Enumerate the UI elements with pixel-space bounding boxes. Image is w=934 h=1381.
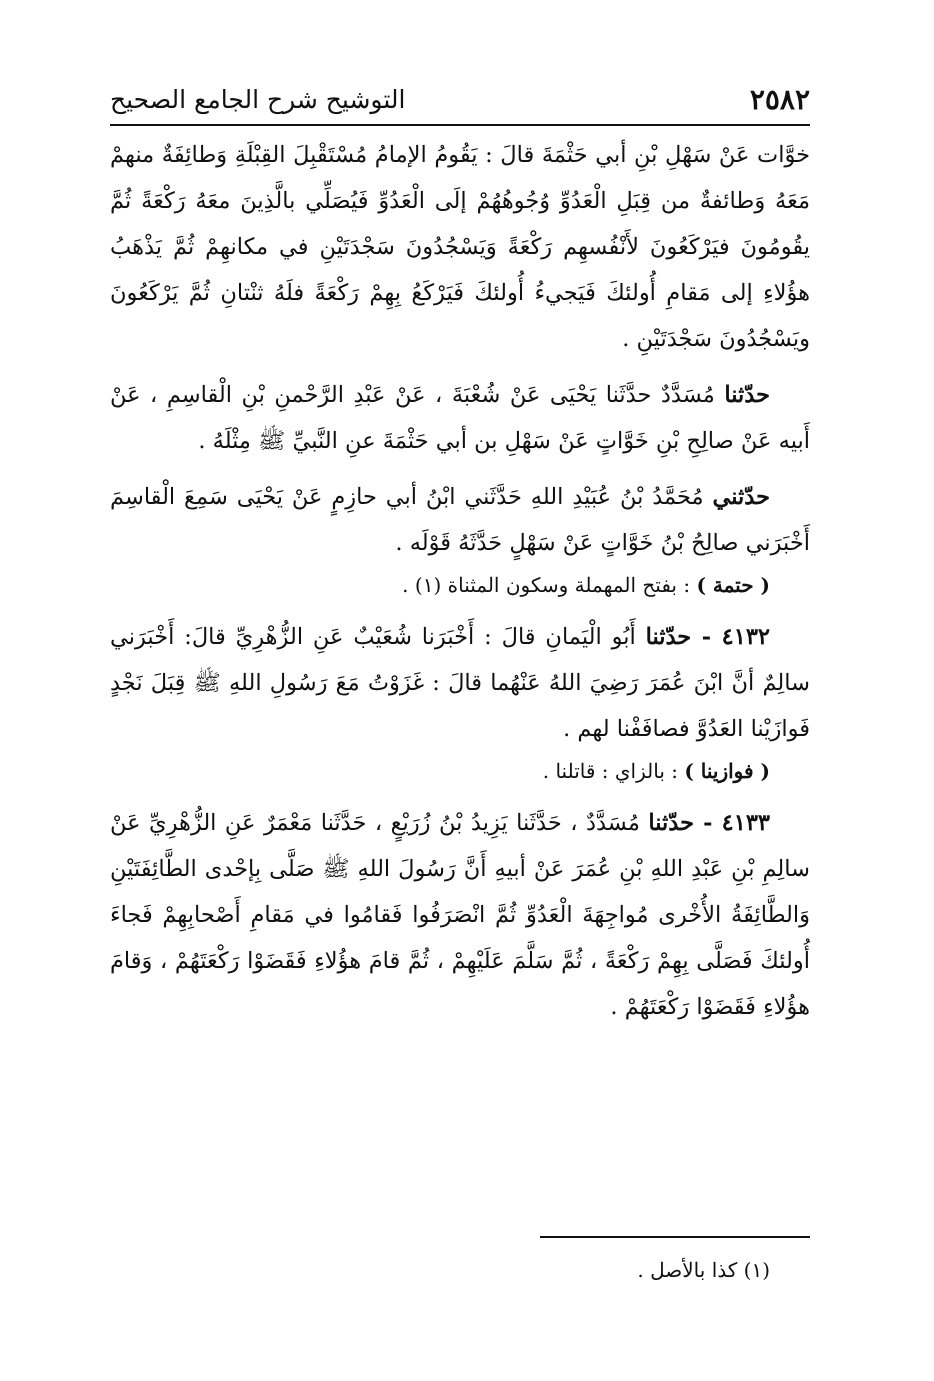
note-2-text: : بالزاي : قاتلنا . [542,759,685,783]
paragraph-4133-lead: ٤١٣٣ - حدّثنا [648,810,770,836]
footnote-rule [540,1236,810,1238]
paragraph-1 [110,132,810,362]
paragraph-4133 [110,800,810,1030]
note-1 [110,566,810,604]
note-1-footnote-ref: (١) [414,573,442,597]
paragraph-4132 [110,614,810,752]
body-text [110,132,810,1030]
paragraph-3 [110,474,810,566]
note-2 [110,752,810,790]
paragraph-1-text: خوَّات عَنْ سَهْلِ بْنِ أبي حَثْمَةَ قالَ : يَقُومُ الإمامُ مُسْتَقْبِلَ القِبْلَةِ وَطائِفَةٌ منهمْ مَعَهُ وَطائفةٌ من قِبَلِ الْعَدُوِّ وُجُوهُهُمْ إلَى الْعَدُوِّ فَيُصَلِّي بالَّذِينَ معَهُ رَكْعَةً ثُمَّ يقُومُونَ فيَرْكَعُونَ لأَنْفُسهِم رَكْعَةً وَيَسْجُدُونَ سَجْدَتَيْنِ في مكانهِمْ ثُمَّ يَذْهَبُ هؤُلاءِ إلى مَقامِ أُولئكَ فَيَجيءُ أُولئكَ فَيَرْكَعُ بِهِمْ رَكْعَةً فلَهُ ثنْتانِ ثُمَّ يَرْكَعُونَ ويَسْجُدُونَ سَجْدَتَيْنِ . [110,142,810,352]
page-number: ٢٥٨٢ [749,83,810,116]
paragraph-2 [110,372,810,464]
paragraph-2-text: مُسَدَّدٌ حدَّثَنا يَحْيَى عَنْ شُعْبَةَ ، عَنْ عَبْدِ الرَّحْمنِ بْنِ الْقاسِمِ ، عَنْ أَبيه عَنْ صالِحِ بْنِ خَوَّاتٍ عَنْ سَهْلِ بن أبي حَثْمَةَ عنِ النَّبيِّ ﷺ مِثْلَهُ . [110,382,810,454]
paragraph-3-lead: حدّثني [712,484,770,510]
note-2-term: ( فوازينا ) [684,759,770,783]
running-header [110,78,810,122]
note-1-term: ( حتمة ) [696,573,770,597]
paragraph-4132-text: أَبُو الْيَمانِ قالَ : أَخْبَرَنا شُعَيْبٌ عَنِ الزُّهْرِيِّ قالَ: أَخْبَرَني سالِمٌ أنَّ ابْنَ عُمَرَ رَضِيَ اللهُ عَنْهُما قالَ : غَزَوْتُ مَعَ رَسُولِ اللهِ ﷺ قِبَلَ نَجْدٍ فَوازَيْنا العَدُوَّ فصافَفْنا لهم . [110,624,810,742]
document-page [110,78,810,1348]
note-1-end: . [402,573,415,597]
paragraph-4132-lead: ٤١٣٢ - حدّثنا [645,624,770,650]
running-title: التوشيح شرح الجامع الصحيح [110,85,406,114]
paragraph-4133-text: مُسَدَّدٌ ، حَدَّثَنا يَزِيدُ بْنُ زُرَيْعٍ ، حَدَّثَنا مَعْمَرٌ عَنِ الزُّهْرِيِّ عَنْ سالِمِ بْنِ عَبْدِ اللهِ بْنِ عُمَرَ عَنْ أبيهِ أَنَّ رَسُولَ اللهِ ﷺ صَلَّى بِإحْدى الطَّائِفَتَيْنِ وَالطَّائِفَةُ الأُخْرى مُواجِهَةَ الْعَدُوِّ ثُمَّ انْصَرَفُوا فَقامُوا في مَقامِ أَصْحابِهِمْ فَجاءَ أُولئكَ فَصَلَّى بِهِمْ رَكْعَةً ، ثُمَّ سَلَّمَ عَلَيْهِمْ ، ثُمَّ قامَ هؤُلاءِ فَقَضَوْا رَكْعَتَهُمْ ، وَقامَ هؤُلاءِ فَقَضَوْا رَكْعَتَهُمْ . [110,810,810,1020]
paragraph-3-text: مُحَمَّدُ بْنُ عُبَيْدِ اللهِ حَدَّثَني ابْنُ أبي حازِمٍ عَنْ يَحْيَى سَمِعَ الْقاسِمَ أَخْبَرَني صالِحُ بْنُ خَوَّاتٍ عَنْ سَهْلٍ حَدَّثَهُ قَوْلَه . [110,484,810,556]
paragraph-2-lead: حدّثنا [724,382,770,408]
footnote: (١) كذا بالأصل . [637,1258,770,1282]
header-rule [110,124,810,126]
note-1-text: : بفتح المهملة وسكون المثناة [441,573,697,597]
